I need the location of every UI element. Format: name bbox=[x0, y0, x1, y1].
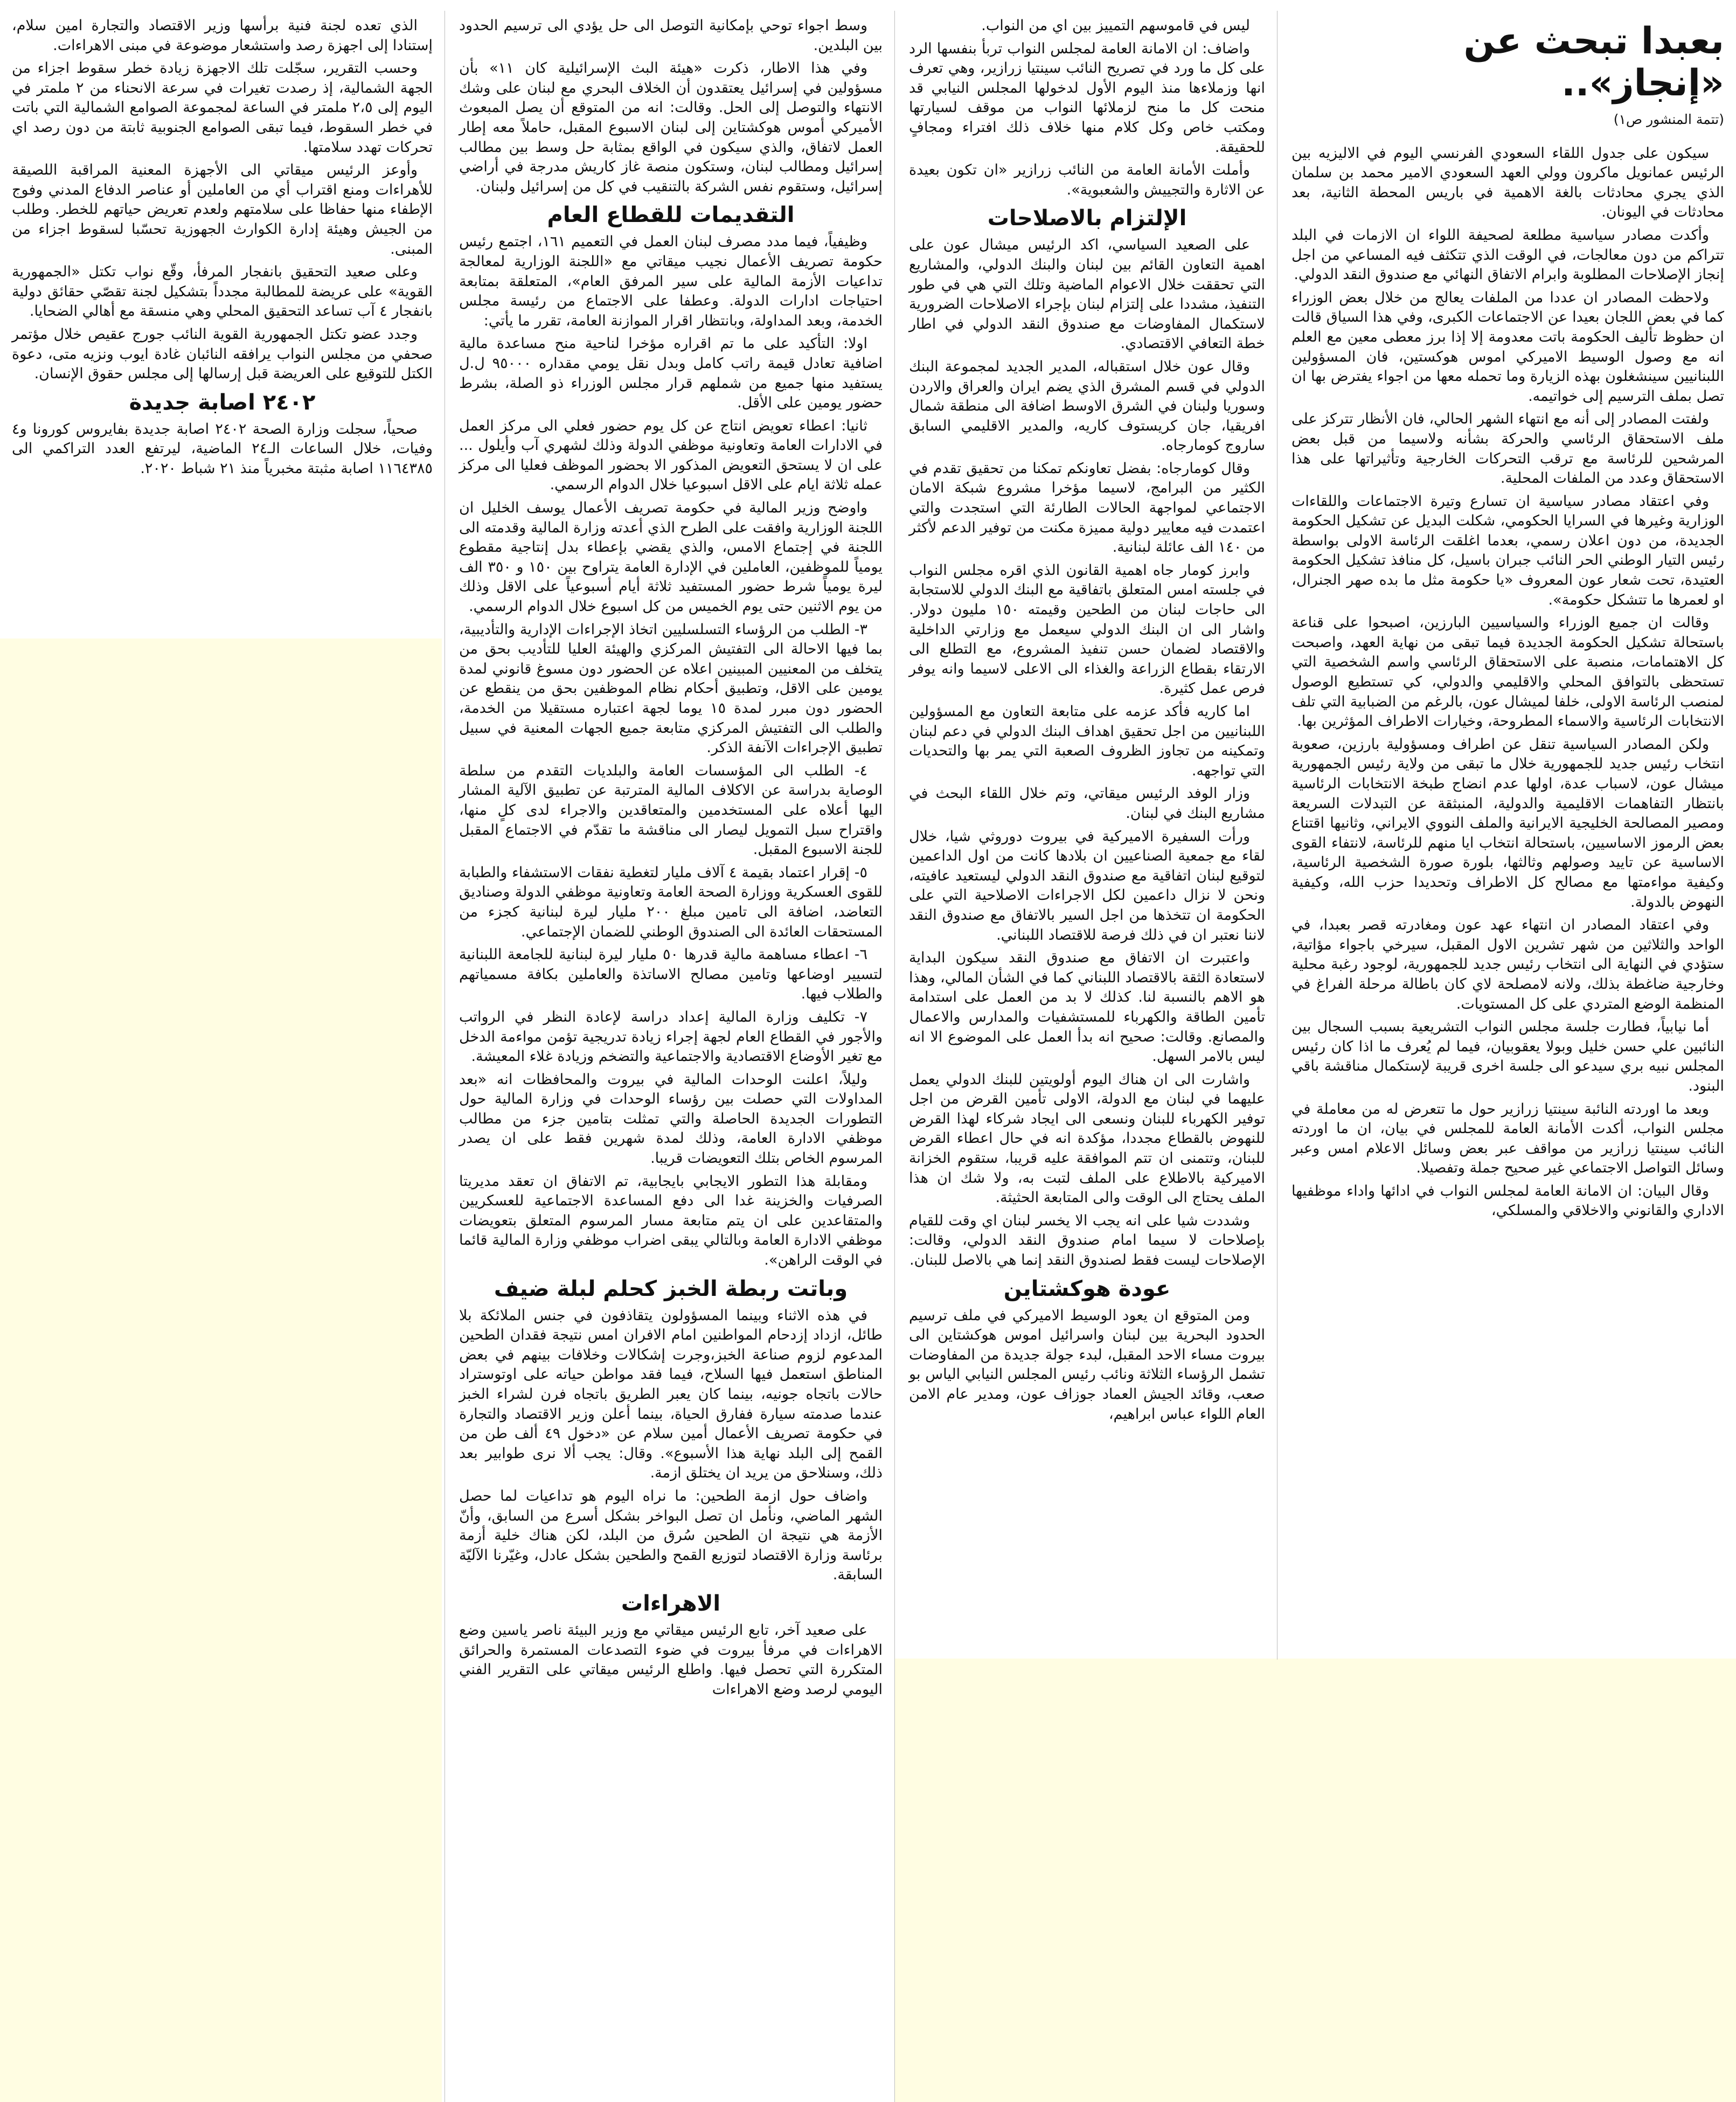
article-paragraph: على الصعيد السياسي، اكد الرئيس ميشال عون على اهمية التعاون القائم بين لبنان والبنك الدولي، والمشاريع التي تحققت خلال الاعوام الماضية وتلك التي هي في طور التنفيذ، مشددا على إلتزام لبنان بإجراء الاصلاحات الضرورية لاستكمال المفاوضات مع صندوق النقد الدولي في اطار خطة التعافي الاقتصادي. bbox=[909, 237, 1265, 352]
article-paragraph: وسط اجواء توحي بإمكانية التوصل الى حل يؤدي الى ترسيم الحدود بين البلدين. bbox=[459, 17, 883, 54]
article-paragraph: وأوعز الرئيس ميقاتي الى الأجهزة المعنية المراقبة اللصيقة للأهراءات ومنع اقتراب أي من العاملين أو عناصر الدفاع المدني وفوج الإطفاء منها حفاظا على سلامتهم ولعدم تعريض حياتهم للخطر. وطلب من الجيش وهيئة إدارة الكوارث الجهوزية تحسّبا لسقوط اجزاء من المبنى. bbox=[12, 162, 433, 258]
article-paragraph: ليس في قاموسهم التمييز بين اي من النواب. bbox=[981, 17, 1250, 34]
article-paragraph: وفي هذا الاطار، ذكرت «هيئة البث الإسرائيلية كان ١١» بأن مسؤولين في إسرائيل يعتقدون أن الخلاف البحري مع لبنان على وشك الانتهاء والتوصل إلى الحل. وقالت: انه من المتوقع أن يصل المبعوث الأميركي أموس هوكشتاين إلى لبنان الاسبوع المقبل، حاملاً معه إطار العمل لاتفاق، والذي سيكون في الواقع بمثابة حل وسط بين مطالب إسرائيل ومطالب لبنان، وستكون منصة غاز كاريش مدرجة في أراضي إسرائيل، وستقوم نفس الشركة بالتنقيب في كل من إسرائيل ولبنان. bbox=[459, 60, 883, 195]
article-paragraph: ومقابلة هذا التطور الايجابي بايجابية، تم الاتفاق ان تعقد مديريتا الصرفيات والخزينة غدا الى دفع المساعدة الاجتماعية للعسكريين والمتقاعدين على ان يتم متابعة مسار المرسوم المتعلق بتعويضات موظفي الادارة العامة وبالتالي يبقى اضراب موظفي وزارة المالية قائما في الوقت الراهن». bbox=[459, 1173, 883, 1269]
article-paragraph: ومن المتوقع ان يعود الوسيط الاميركي في ملف ترسيم الحدود البحرية بين لبنان واسرائيل اموس هوكشتاين الى بيروت مساء الاحد المقبل، لبدء جولة جديدة من المفاوضات تشمل الرؤساء الثلاثة ونائب رئيس المجلس النيابي الياس بو صعب، وقائد الجيش العماد جوزاف عون، ومدير عام الامن العام اللواء عباس ابراهيم، bbox=[909, 1307, 1265, 1423]
article-paragraph: وأملت الأمانة العامة من النائب زرازير «ان تكون بعيدة عن الاثارة والتجييش والشعبوية». bbox=[909, 162, 1265, 198]
section-heading: وباتت ربطة الخبز كحلم لبلة ضيف bbox=[494, 1276, 848, 1301]
column-1 bbox=[1280, 11, 1736, 1649]
column-rule bbox=[894, 11, 895, 2102]
article-paragraph: ٦- اعطاء مساهمة مالية قدرها ٥٠ مليار ليرة لبنانية للجامعة اللبنانية لتسيير اوضاعها وتامين مصالح الاساتذة والعاملين بكافة مسمياتهم والطلاب فيها. bbox=[459, 946, 883, 1003]
article-paragraph: واوضح وزير المالية في حكومة تصريف الأعمال يوسف الخليل ان اللجنة الوزارية وافقت على الطرح الذي أعدته وزارة المالية وقدمته الى اللجنة في إجتماع الامس، والذي يقضي بإعطاء بدل إنتاجية مقطوع يومياً للموظفين، العاملين في الإدارة العامة يتراوح بين ١٥٠ و ٣٥٠ الف ليرة يومياً شرط حضور المستفيد ثلاثة أيام أسبوعياً على الاقل وذلك من يوم الاثنين حتى يوم الخميس من كل اسبوع خلال الدوام الرسمي. bbox=[459, 500, 883, 615]
article-paragraph: ٤- الطلب الى المؤسسات العامة والبلديات التقدم من سلطة الوصاية بدراسة عن الاكلاف المالية المترتبة عن تطبيق الآلية المشار اليها أعلاه على المستخدمين والمتعاقدين والاجراء لدى كلٍ منها، واقتراح سبل التمويل ليصار الى مناقشة ما تقدّم في الاجتماع المقبل للجنة الاسبوع المقبل. bbox=[459, 762, 883, 858]
section-heading: الإلتزام بالاصلاحات bbox=[987, 206, 1187, 231]
column-3-body bbox=[459, 16, 883, 1699]
article-headline: بعبدا تبحث عن «إنجاز».. bbox=[1463, 20, 1724, 105]
article-paragraph: ورأت السفيرة الاميركية في بيروت دوروثي شيا، خلال لقاء مع جمعية الصناعيين ان بلادها كانت من اول الداعمين لتوقيع لبنان اتفاقية مع صندوق النقد الدولي ليستعيد عافيته، ونحن لا نزال داعمين لكل الاجراءات الاصلاحية التي على الحكومة ان تتخذها من اجل السير بالاتفاق مع صندوق النقد لاننا نعتبر ان في ذلك فرصة للاقتصاد اللبناني. bbox=[909, 828, 1265, 944]
section-heading: التقديمات للقطاع العام bbox=[547, 203, 795, 228]
article-paragraph: وفي اعتقاد المصادر ان انتهاء عهد عون ومغادرته قصر بعبدا، في الواحد والثلاثين من شهر تشرين الاول المقبل، سيرخي باجواء مؤاتية، ستؤدي في النهاية الى انتخاب رئيس جديد للجمهورية، لوجود رغبة محلية وخارجية ضاغطة بذلك، ولانه لامصلحة لاي كان باطالة مرحلة الفراغ في المنظمة الوضع المتردي على كل المستويات. bbox=[1291, 917, 1724, 1012]
article-paragraph: واشارت الى ان هناك اليوم أولويتين للبنك الدولي يعمل عليهما في لبنان مع الدولة، الاولى تأمين القرض من اجل توفير الكهرباء للبنان ونسعى الى ايجاد شركاء لهذا القرض للنهوض بالقطاع مجددا، مؤكدة انه في حال اعطاء القرض للبنان، وتتمنى ان تتم الموافقة عليه قريبا، ستقوم الخزانة الاميركية بالاطلاع على الملف لتبت به، ولا شك ان هذا الملف يحتاج الى الوقت والى المتابعة الحثيثة. bbox=[909, 1071, 1265, 1206]
article-paragraph: وعلى صعيد التحقيق بانفجار المرفأ، وقّع نواب تكتل «الجمهورية القوية» على عريضة للمطالبة مجدداً بتشكيل لجنة تقصّي حقائق دولية بانفجار ٤ آب تساعد التحقيق المحلي وهي منسقة مع أهالي الضحايا. bbox=[12, 263, 433, 320]
section-heading: الاهراءات bbox=[621, 1591, 721, 1616]
filler-panel-left bbox=[0, 639, 442, 2102]
column-1-body bbox=[1291, 144, 1724, 1221]
article-paragraph: وجدد عضو تكتل الجمهورية القوية النائب جورج عقيص خلال مؤتمر صحفي من مجلس النواب يرافقه النائبان غادة ايوب ونزيه متى، دعوة الكتل للتوقيع على العريضة قبل إرسالها إلى مجلس حقوق الإنسان. bbox=[12, 325, 433, 383]
article-paragraph: ٣- الطلب من الرؤساء التسلسليين اتخاذ الإجراءات الإدارية والتأديبية، بما فيها الاحالة الى التفتيش المركزي والهيئة العليا للتأديب بحق من يتخلف من المعنيين المبينين اعلاه عن الحضور دون مسوغ قانوني لمدة يومين على الاقل، وتطبيق أحكام نظام الموظفين بحق من ينقطع عن الحضور دون مبرر لمدة ١٥ يوما لجهة اعتباره مستقيلا من الخدمة، والطلب الى التفتيش المركزي متابعة جميع الجهات المعنية في سبيل تطبيق الإجراءات الآنفة الذكر. bbox=[459, 621, 883, 757]
column-2 bbox=[897, 11, 1277, 1649]
article-paragraph: ولكن المصادر السياسية تنقل عن اطراف ومسؤولية بارزين، صعوبة انتخاب رئيس جديد للجمهورية خلال ما تبقى من ولاية رئيس الجمهورية ميشال عون، لاسباب عدة، اولها عدم انضاج طبخة الانتخابات الرئاسية بانتظار التفاهمات الاقليمية والدولية، المنبثقة عن التبدلات السريعة ومصير المصالحة الخليجية الايرانية والملف النووي الايراني، وثانيها اقتناع بعض الرموز الاساسيين، باستحالة انتخاب ايا منهم للرئاسة، لانتفاء القوى الاساسية عن تاييد وصولهم وثالثها، بلورة صورة الشخصية الرئاسية، وكيفية مواءمتها مع مصالح كل الاطراف وتحديدا حزب الله، وكيفية النهوض بالدولة. bbox=[1291, 736, 1724, 911]
article-paragraph: على صعيد آخر، تابع الرئيس ميقاتي مع وزير البيئة ناصر ياسين وضع الاهراءات في مرفأ بيروت في ضوء التصدعات المستمرة والحرائق المتكررة التي تحصل فيها. واطلع الرئيس ميقاتي على التقرير الفني اليومي لرصد وضع الاهراءات bbox=[459, 1621, 883, 1698]
article-paragraph: وأكدت مصادر سياسية مطلعة لصحيفة اللواء ان الازمات في البلد تتراكم من دون معالجات، في الوقت الذي تتكثف فيه المساعي من اجل إنجاز الإصلاحات المطلوبة وابرام الاتفاق النهائي مع صندوق النقد الدولي. bbox=[1291, 226, 1724, 283]
article-paragraph: اما كاريه فأكد عزمه على متابعة التعاون مع المسؤولين اللبنانيين من اجل تحقيق اهداف البنك الدولي في دعم لبنان وتمكينه من تجاوز الظروف الصعبة التي يمر بها والتحديات التي تواجهه. bbox=[909, 703, 1265, 779]
article-paragraph: واضاف: ان الامانة العامة لمجلس النواب تربأ بنفسها الرد على كل ما ورد في تصريح النائب سينتيا زرازير، وهي تعرف انها وزملاءها منذ اليوم الأول لدخولها المجلس النيابي قد منحت كل ما منح لزملائها النواب من موقف لسيارتها ومكتب خاص وكل كلام منها خلاف ذلك افتراء ومجافٍ للحقيقة. bbox=[909, 40, 1265, 156]
article-paragraph: وشددت شيا على انه يجب الا يخسر لبنان اي وقت للقيام بإصلاحات لا سيما امام صندوق النقد الدولي، وقالت: الإصلاحات ليست فقط لصندوق النقد إنما هي بالاصل للبنان. bbox=[909, 1212, 1265, 1269]
article-paragraph: في هذه الاثناء وبينما المسؤولون يتقاذفون في جنس الملائكة بلا طائل، ازداد إزدحام المواطنين امام الافران امس نتيجة فقدان الطحين المدعوم لزوم صناعة الخبز،وجرت إشكالات وخلافات بينهم في بعض المناطق استعمل فيها السلاح، فيما فقد مواطن حياته على اوتوستراد حالات باتجاه جونيه، بينما كان يعبر الطريق باتجاه فرن لشراء الخبز عندما صدمته سيارة ففارق الحياة، بينما أعلن وزير الاقتصاد والتجارة في حكومة تصريف الأعمال أمين سلام عن «دخول ٤٩ ألف طن من القمح إلى البلد نهاية هذا الأسبوع». وقال: يجب ألا نرى طوابير بعد ذلك، وسنلاحق من يريد ان يختلق ازمة. bbox=[459, 1307, 883, 1482]
article-paragraph: الذي تعده لجنة فنية برأسها وزير الاقتصاد والتجارة امين سلام، إستنادا إلى اجهزة رصد واستشعار موضوعة في مبنى الاهراءات. bbox=[12, 17, 433, 54]
column-4 bbox=[0, 11, 445, 639]
article-paragraph: صحياً، سجلت وزارة الصحة ٢٤٠٢ اصابة جديدة بفايروس كورونا و٤ وفيات، خلال الساعات الـ٢٤ الماضية، ليرتفع العدد التراكمي الى ١١٦٤٣٨٥ اصابة مثبتة مخبرياً منذ ٢١ شباط ٢٠٢٠. bbox=[12, 420, 433, 477]
article-paragraph: ولفتت المصادر إلى أنه مع انتهاء الشهر الحالي، فان الأنظار تتركز على ملف الاستحقاق الرئاسي والحركة بشأنه ولاسيما من قبل بعض المرشحين للرئاسة مع ترقب التحركات الخارجية وتأثيراتها على هذا الاستحقاق وعدد من الملفات المحلية. bbox=[1291, 411, 1724, 487]
article-paragraph: وابرز كومار جاه اهمية القانون الذي اقره مجلس النواب في جلسته امس المتعلق باتفاقية مع البنك الدولي للاستجابة الى حاجات لبنان من الطحين وقيمته ١٥٠ مليون دولار. واشار الى ان البنك الدولي سيعمل مع وزارتي الداخلية والاقتصاد لضمان حسن تنفيذ المشروع، مع التطلع الى الارتقاء بقطاع الزراعة والغذاء الى الاعلى لاسيما وانه يوفر فرص عمل كثيرة. bbox=[909, 561, 1265, 697]
article-paragraph: ولاحظت المصادر ان عددا من الملفات يعالج من خلال بعض الوزراء كما في بعض اللجان بعيدا عن الاجتماعات الكبرى، وفي هذا السياق قالت ان حظوظ تأليف الحكومة باتت معدومة إلا إذا برز معطى معين مع العلم انه مع وصول الوسيط الاميركي اموس هوكستين، فان المسؤولين اللبنانيين سينشغلون بهذه الزيارة وما تحمله معها من اجواء يفترض بها ان تصل بملف الترسيم إلى خواتيمه. bbox=[1291, 289, 1724, 405]
article-paragraph: سيكون على جدول اللقاء السعودي الفرنسي اليوم في الاليزيه بين الرئيس عمانويل ماكرون وولي العهد السعودي الامير محمد بن سلمان الذي يجري محادثات بالغة الاهمية في باريس المحطة الثانية، بعد محادثات في اليونان. bbox=[1291, 144, 1724, 221]
article-paragraph: اولا: التأكيد على ما تم اقراره مؤخرا لناحية منح مساعدة مالية اضافية تعادل قيمة راتب كامل وبدل نقل يومي مقداره ٩٥٠٠٠ ل.ل يستفيد منها جميع من شملهم قرار مجلس الوزراء ذو الصلة، بشرط حضور يومين على الأقل. bbox=[459, 335, 883, 412]
column-4-body bbox=[12, 16, 433, 478]
section-heading: ٢٤٠٢ اصابة جديدة bbox=[129, 390, 316, 415]
article-paragraph: وقالت ان جميع الوزراء والسياسيين البارزين، اصبحوا على قناعة باستحالة تشكيل الحكومة الجديدة فيما تبقى من نهاية العهد، واصبحت كل الاهتمامات، منصبة على الاستحقاق الرئاسي واسم الشخصية التي تستحظى بالتوافق المحلي والاقليمي والدولي، كي تستطيع الوصول لمنصب الرئاسة الاولى، خلفا لميشال عون، بالرغم من الضبابية التي تلف الانتخابات الرئاسية والاسماء المطروحة، وخيارات الاطراف المؤثرين بها. bbox=[1291, 614, 1724, 730]
article-paragraph: وزار الوفد الرئيس ميقاتي، وتم خلال اللقاء البحث في مشاريع البنك في لبنان. bbox=[909, 785, 1265, 822]
column-3 bbox=[447, 11, 894, 2102]
article-paragraph: وقال البيان: ان الامانة العامة لمجلس النواب في ادائها واداء موظفيها الاداري والقانوني والاخلاقي والمسلكي، bbox=[1291, 1182, 1724, 1219]
article-paragraph: وليلاً، اعلنت الوحدات المالية في بيروت والمحافظات انه «بعد المداولات التي حصلت بين رؤساء الوحدات في وزارة المالية حول التطورات الجديدة الحاصلة والتي تمثلت بتامين جزء من مطالب موظفي الادارة العامة، وذلك لمدة شهرين فقط على ان يصدر المرسوم الخاص بتلك التعويضات قريبا. bbox=[459, 1071, 883, 1167]
filler-panel-right bbox=[894, 1659, 1736, 2102]
column-2-body bbox=[909, 16, 1265, 1424]
article-paragraph: وبعد ما اوردته النائبة سينتيا زرازير حول ما تتعرض له من معاملة في مجلس النواب، أكدت الأمانة العامة للمجلس في بيان، ان ما اوردته النائب سينتيا زرازير من مواقف عبر بعض وسائل الاعلام امس وعبر وسائل التواصل الاجتماعي غير صحيح جملة وتفصيلا. bbox=[1291, 1100, 1724, 1177]
article-paragraph: ثانيا: اعطاء تعويض انتاج عن كل يوم حضور فعلي الى مركز العمل في الادارات العامة وتعاونية موظفي الدولة وذلك لشهري آب وأيلول ... على ان لا يستحق التعويض المذكور الا بحضور الموظف فعليا الى مركز عمله ثلاثة ايام على الاقل اسبوعيا خلال الدوام الرسمي. bbox=[459, 417, 883, 494]
article-paragraph: ٥- إقرار اعتماد بقيمة ٤ آلاف مليار لتغطية نفقات الاستشفاء والطبابة للقوى العسكرية ووزارة الصحة العامة وتعاونية موظفي الدولة وصناديق التعاضد، اضافة الى تامين مبلغ ٢٠٠ مليار ليرة لبنانية كجزء من المستحقات العائدة الى الصندوق الوطني للضمان الإجتماعي. bbox=[459, 864, 883, 940]
article-paragraph: واضاف حول ازمة الطحين: ما نراه اليوم هو تداعيات لما حصل الشهر الماضي، ونأمل ان تصل البواخر بشكل أسرع من السابق، وأنّ الأزمة هي نتيجة ان الطحين سُرق من البلد، لكن هناك خلية أزمة برئاسة وزارة الاقتصاد لتوزيع القمح والطحين بشكل عادل، وغيّرنا الآليّة السابقة. bbox=[459, 1487, 883, 1584]
article-paragraph: وقال كومارجاه: بفضل تعاونكم تمكنا من تحقيق تقدم في الكثير من البرامج، لاسيما مؤخرا مشروع شبكة الامان الاجتماعي لمواجهة الحالات الطارئة التي استجدت والتي اعتمدت فيه معايير دولية مميزة مكنت من توفير الدعم لأكثر من ١٤٠ الف عائلة لبنانية. bbox=[909, 460, 1265, 556]
article-paragraph: وظيفياً، فيما مدد مصرف لبنان العمل في التعميم ١٦١، اجتمع رئيس حكومة تصريف الأعمال نجيب ميقاتي مع «اللجنة الوزارية لمعالجة تداعيات الأزمة المالية على سير المرفق العام»، المتعلقة بمتابعة احتياجات ادارات الدولة. وعطفا على الاجتماع من رئيسة مجلس الخدمة، وبعد المداولة، وبانتظار اقرار الموازنة العامة، تقرر ما يأتي: bbox=[459, 233, 883, 329]
article-paragraph: واعتبرت ان الاتفاق مع صندوق النقد سيكون البداية لاستعادة الثقة بالاقتصاد اللبناني كما في الشأن المالي، وهذا هو الاهم بالنسبة لنا. كذلك لا بد من العمل على استدامة تأمين الطاقة والكهرباء للمستشفيات والمدارس والاعمال والمصانع. وقالت: صحيح انه بدأ العمل على الموضوع الا انه ليس بالامر السهل. bbox=[909, 949, 1265, 1065]
article-paragraph: وقال عون خلال استقباله، المدير الجديد لمجموعة البنك الدولي في قسم المشرق الذي يضم ايران والعراق والاردن وسوريا ولبنان في الشرق الاوسط اضافة الى منطقة شمال افريقيا، جان كريستوف كاريه، والمدير الاقليمي السابق ساروج كومارجاه. bbox=[909, 358, 1265, 454]
article-paragraph: وحسب التقرير، سجّلت تلك الاجهزة زيادة خطر سقوط اجزاء من الجهة الشمالية، إذ رصدت تغيرات في سرعة الانحناء من ٢ ملمتر في اليوم إلى ٢،٥ ملمتر في الساعة لمجموعة الصوامع الشمالية التي باتت في خطر السقوط، فيما تبقى الصوامع الجنوبية ثابتة من دون رصد اي تحركات تهدد سلامتها. bbox=[12, 60, 433, 156]
article-paragraph: ٧- تكليف وزارة المالية إعداد دراسة لإعادة النظر في الرواتب والأجور في القطاع العام لجهة إجراء زيادة تدريجية تؤمن مواءمة الدخل مع تغير الأوضاع الاقتصادية والاجتماعية والتضخم وزيادة غلاء المعيشة. bbox=[459, 1008, 883, 1065]
section-heading: عودة هوكشتاين bbox=[1003, 1276, 1171, 1301]
article-paragraph: وفي اعتقاد مصادر سياسية ان تسارع وتيرة الاجتماعات واللقاءات الوزارية وغيرها في السرايا الحكومي، شكلت البديل عن تشكيل الحكومة الجديدة، من دون اعلان رسمي، بعدما اغلقت الرئاسة الاولى بواسطة رئيس التيار الوطني الحر النائب جبران باسيل، كل منافذ تشكيل الحكومة العتيدة، تحت شعار عون المعروف «يا حكومة مثل ما بده صهر الجنرال، او لعمرها ما تتشكل حكومة». bbox=[1291, 492, 1724, 608]
article-paragraph: أما نيابياً، فطارت جلسة مجلس النواب التشريعية بسبب السجال بين النائبين علي حسن خليل وبولا يعقوبيان، فيما لم يُعرف ما اذا كان رئيس المجلس نبيه بري سيدعو الى جلسة اخرى قريبة لإستكمال مناقشة باقي البنود. bbox=[1291, 1018, 1724, 1094]
continuation-note: (تتمة المنشور ص١) bbox=[1613, 112, 1724, 127]
